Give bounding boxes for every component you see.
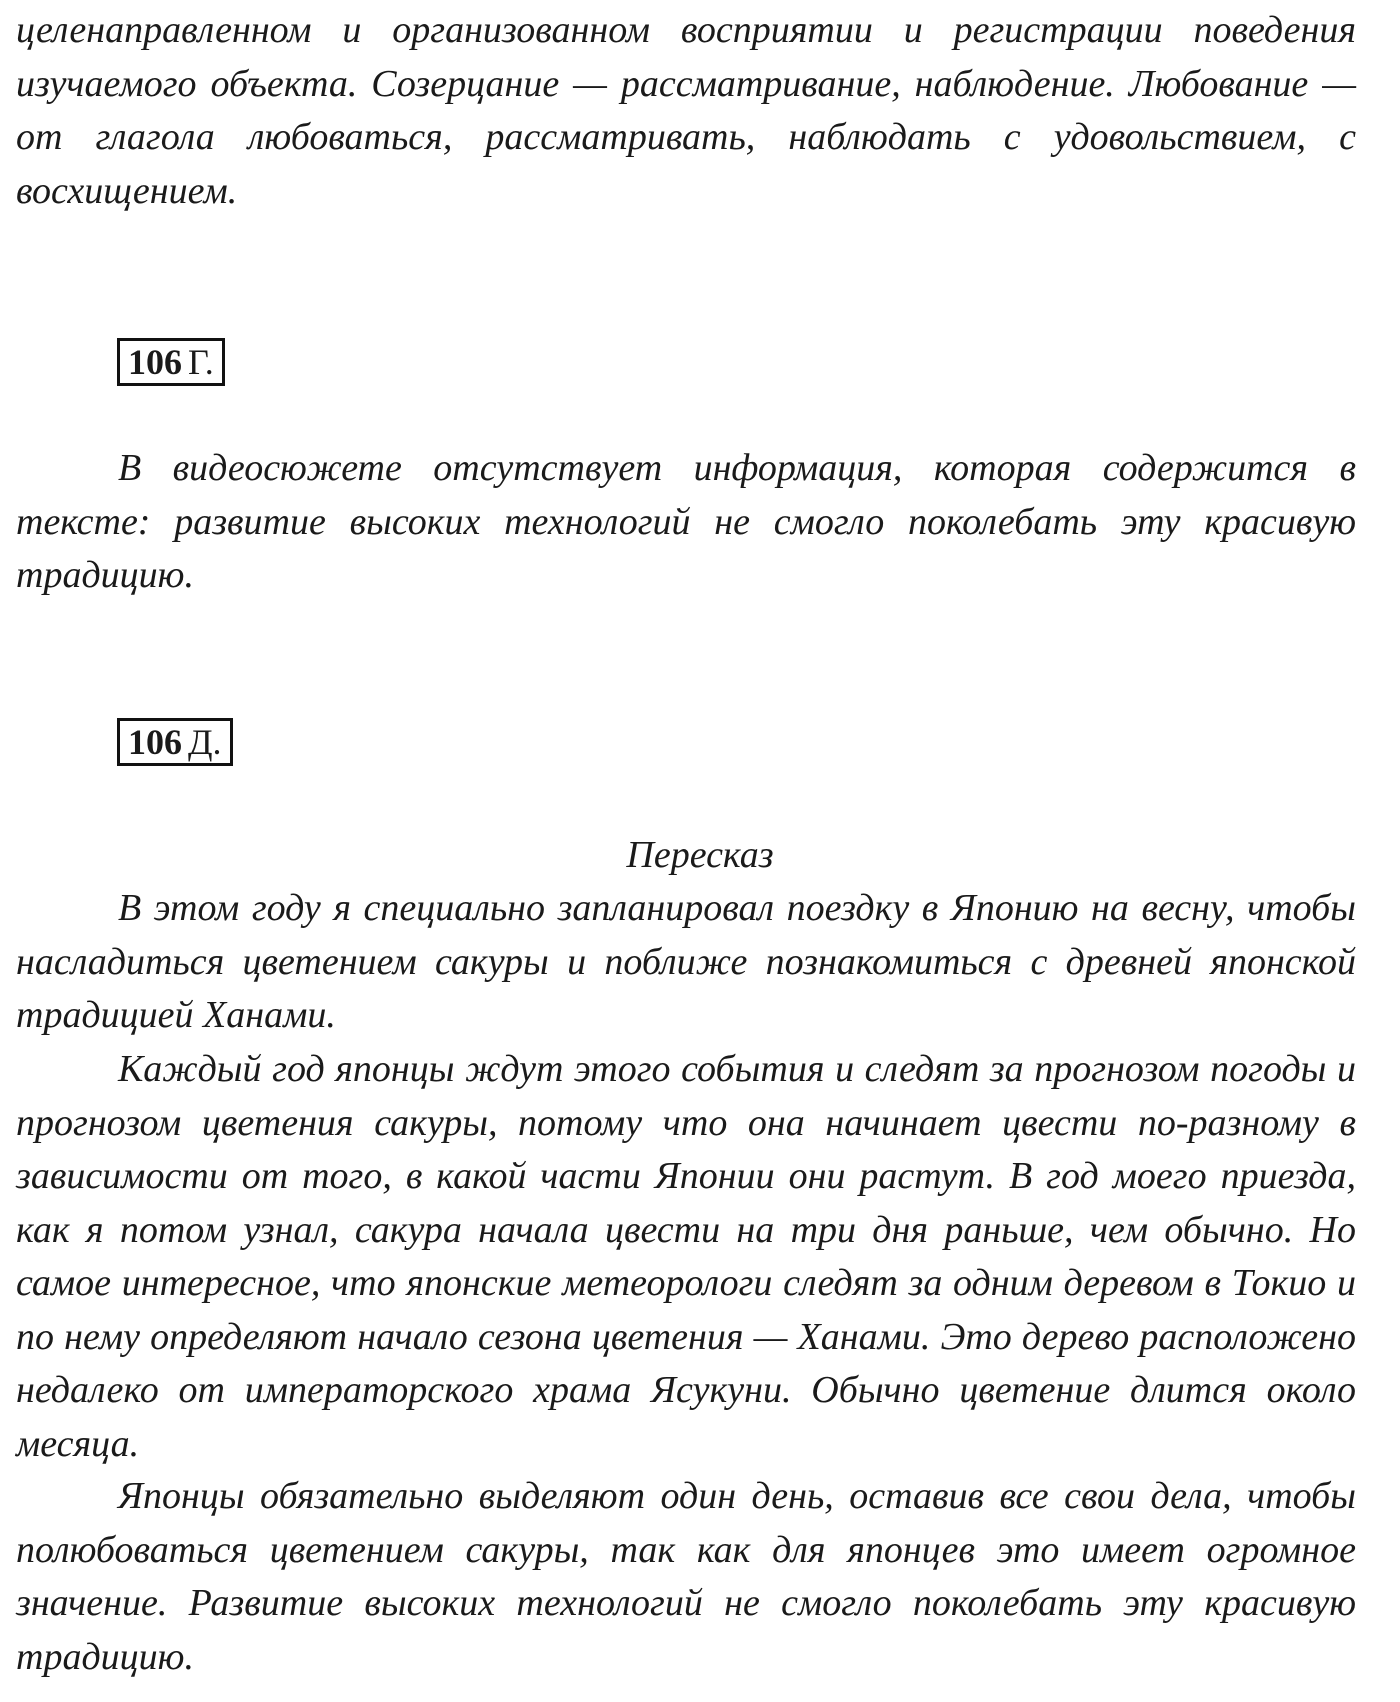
task-number: 106	[128, 342, 182, 382]
task-label-106g	[117, 338, 225, 386]
task-label-106d	[117, 718, 233, 766]
task-g-answer: В видеосюжете отсутствует информация, которая содержится в тексте: развитие высоких технологий не смогло поколебать эту красивую традицию.	[16, 447, 1356, 596]
retelling-paragraph-3: Японцы обязательно выделяют один день, оставив все свои дела, чтобы полюбоваться цветением сакуры, так как для японцев это имеет огромное значение. Развитие высоких технологий не смогло поколебать эту красивую традицию.	[16, 1475, 1356, 1678]
retelling-paragraph-2: Каждый год японцы ждут этого события и следят за прогнозом погоды и прогнозом цветения сакуры, потому что она начинает цвести по-разному в зависимости от того, в какой части Японии они растут. В год моего приезда, как я потом узнал, сакура начала цвести на три дня раньше, чем обычно. Но самое интересное, что японские метеорологи следят за одним деревом в Токио и по нему определяют начало сезона цветения — Ханами. Это дерево расположено недалеко от императорского храма Ясукуни. Обычно цветение длится около месяца.	[16, 1048, 1356, 1465]
task-letter: Г.	[188, 342, 214, 382]
task-number: 106	[128, 722, 182, 762]
task-letter: Д.	[188, 722, 222, 762]
top-paragraph: целенаправленном и организованном восприятии и регистрации поведения изучаемого объекта. Созерцание — рассматривание, наблюдение. Любование — от глагола любоваться, рассматривать, наблюдать с удовольствием, с восхищением.	[16, 9, 1356, 212]
retelling-title: Пересказ	[626, 834, 774, 876]
retelling-paragraph-1: В этом году я специально запланировал поездку в Японию на весну, чтобы насладиться цветением сакуры и поближе познакомиться с древней японской традицией Ханами.	[16, 887, 1356, 1036]
